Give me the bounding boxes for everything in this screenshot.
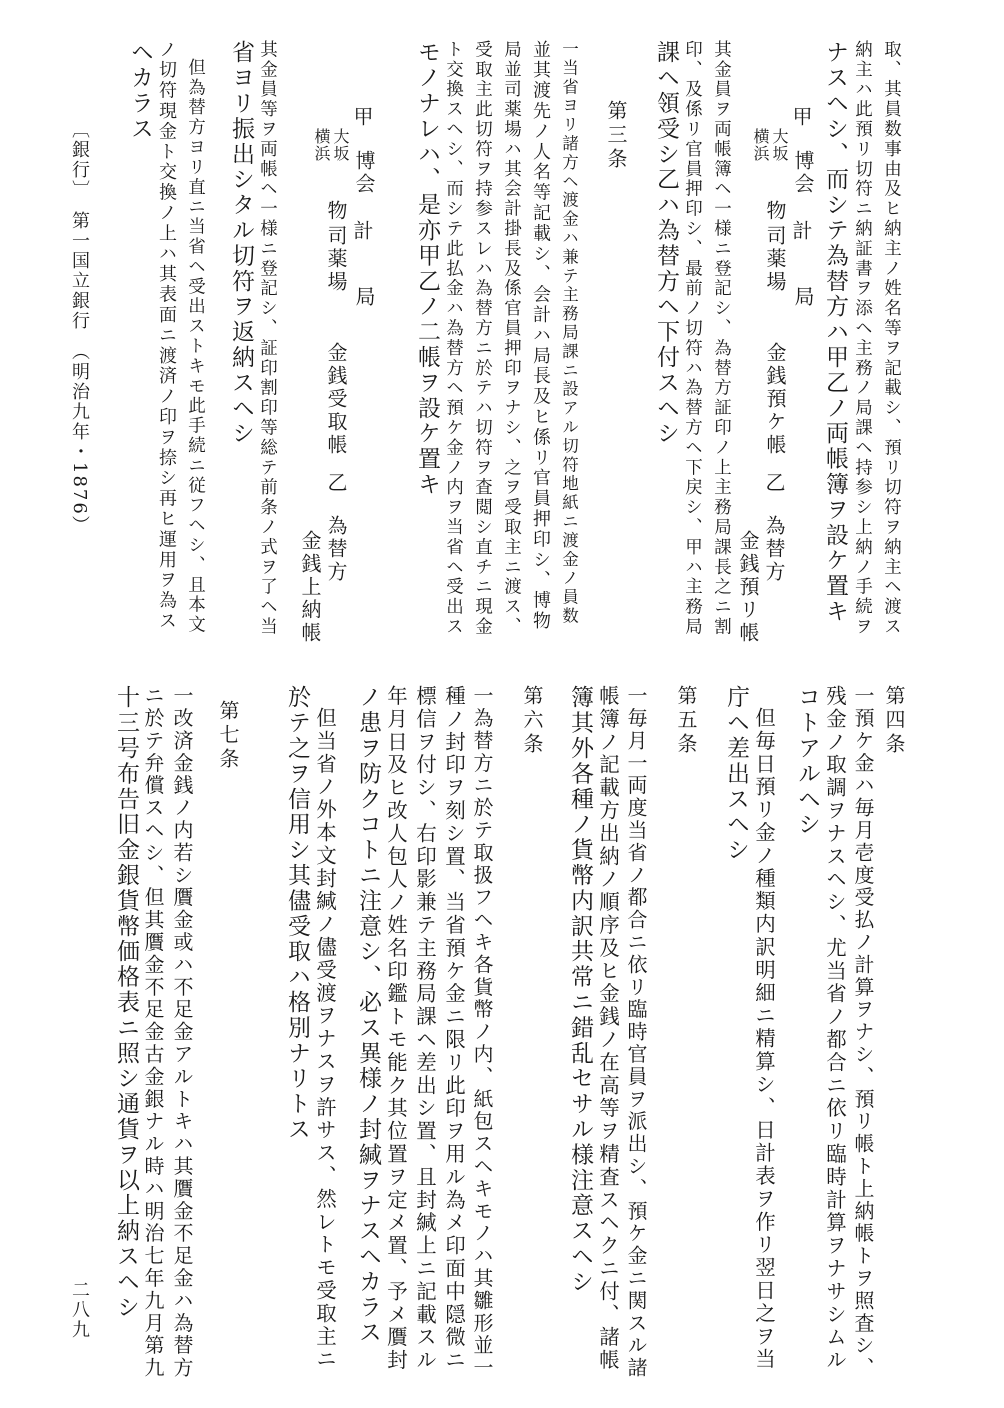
ledger-kou: 甲 [350, 106, 374, 129]
ledger-butsu: 物 [324, 200, 348, 223]
text-line: 庁ヘ差出スヘシ [723, 685, 749, 863]
article-heading-7: 第七条 [216, 700, 240, 772]
text-line: 受取主此切符ヲ持参スレハ為替方ニ於テハ切符ヲ査閲シ直チニ現金 [472, 40, 493, 637]
ledger-branch: 横浜 [751, 128, 770, 162]
ledger-otsu-title: 金銭預リ帳 [736, 530, 760, 645]
ledger-branch: 大坂 [331, 128, 350, 162]
text-line: ニ於テ弁償スヘシ、但其贋金不足金古金銀ナル時ハ明治七年九月第九 [141, 685, 165, 1380]
ledger-butsu: 物 [763, 200, 787, 223]
text-line: 一当省ヨリ諸方ヘ渡金ハ兼テ主務局課ニ設アル切符地紙ニ渡金ノ員数 [559, 40, 579, 626]
text-line: 於テ之ヲ信用シ其儘受取ハ格別ナリトス [284, 685, 310, 1143]
ledger-otsu: 乙 [762, 472, 786, 495]
ledger-kei: 計 [789, 220, 813, 243]
text-line: 其金員等ヲ両帳ヘ一様ニ登記シ、証印割印等総テ前条ノ式ヲ了ヘ当 [257, 40, 278, 637]
ledger-hakurankai: 博会 [352, 150, 376, 196]
ledger-title: 金銭受取帳 [324, 342, 348, 457]
ledger-kou: 甲 [789, 106, 813, 129]
text-line: 一毎月一両度当省ノ都合ニ依リ臨時官員ヲ派出シ、預ケ金ニ関スル諸 [624, 685, 648, 1380]
ledger-kyoku: 局 [352, 286, 376, 309]
text-line: 印、及係リ官員押印シ、最前ノ切符ハ為替方ヘ下戻シ、甲ハ主務局 [682, 40, 703, 637]
ledger-branches [752, 128, 787, 162]
text-line: 年月日及ヒ改人包人ノ姓名印鑑トモ能ク其位置ヲ定メ置、予メ贋封 [383, 685, 408, 1372]
ledger-title: 金銭預ケ帳 [763, 342, 787, 457]
text-line: ナスヘシ、而シテ為替方ハ甲乙ノ両帳簿ヲ設ケ置キ [822, 40, 848, 625]
ledger-kyoku: 局 [791, 286, 815, 309]
article-heading-5: 第五条 [674, 685, 698, 757]
text-line: 十三号布告旧金銀貨幣価格表ニ照シ通貨ヲ以上納スヘシ [113, 685, 139, 1320]
ledger-kei: 計 [350, 220, 374, 243]
ledger-otsu: 乙 [324, 472, 348, 495]
text-line: 課ヘ領受シ乙ハ為替方ヘ下付スヘシ [653, 40, 679, 447]
ledger-otsu-name: 為替方 [762, 515, 786, 584]
text-line: モノナレハ、是亦甲乙ノ二帳ヲ設ケ置キ [414, 40, 440, 498]
text-line: 帳簿ノ記載方出納ノ順序及ヒ金銭ノ在高等ヲ精査スヘクニ付、諸帳 [595, 685, 620, 1372]
text-line: 簿其外各種ノ貨幣内訳共常ニ錯乱セサル様注意スヘシ [567, 685, 593, 1295]
text-line: ノ切符現金ト交換ノ上ハ其表面ニ渡済ノ印ヲ捺シ再ヒ運用ヲ為ス [156, 40, 177, 632]
article-heading-3: 第三条 [604, 100, 628, 172]
text-line: 局並司薬場ハ其会計掛長及係官員押印ヲナシ、之ヲ受取主ニ渡ス、 [501, 40, 522, 637]
text-line: 並其渡先ノ人名等記載シ、会計ハ局長及ヒ係リ官員押印シ、博物 [530, 40, 551, 632]
text-line: 其金員ヲ両帳簿ヘ一様ニ登記シ、為替方証印ノ上主務局課長之ニ割 [711, 40, 732, 637]
text-line: 標信ヲ付シ、右印影兼テ主務局課ヘ差出シ置、且封緘上ニ記載スル [412, 685, 437, 1372]
ledger-shiyakujo: 司薬場 [763, 225, 787, 294]
text-line: ノ患ヲ防クコトニ注意シ、必ス異様ノ封緘ヲナスヘカラス [355, 685, 381, 1346]
text-line: ヘカラス [127, 40, 153, 142]
text-line: 納主ハ此預リ切符ニ納証書ヲ添ヘ主務ノ局課ヘ持参シ上納ノ手続ヲ [852, 40, 873, 637]
ledger-branch: 横浜 [312, 128, 331, 162]
text-line: 一為替方ニ於テ取扱フヘキ各貨幣ノ内、紙包スヘキモノハ其雛形並一 [470, 685, 494, 1380]
text-line: 但毎日預リ金ノ種類内訳明細ニ精算シ、日計表ヲ作リ翌日之ヲ当 [751, 706, 776, 1371]
ledger-branches [313, 128, 348, 162]
text-line: 但為替方ヨリ直ニ当省ヘ受出ストキモ此手続ニ従フヘシ、且本文 [185, 58, 206, 636]
page-number: 二八九 [69, 1280, 90, 1340]
text-line: 取、其員数事由及ヒ納主ノ姓名等ヲ記載シ、預リ切符ヲ納主ヘ渡ス [881, 40, 902, 637]
text-line: 一預ケ金ハ毎月壱度受払ノ計算ヲナシ、預リ帳ト上納帳トヲ照査シ、 [851, 685, 875, 1380]
text-line: 一改済金銭ノ内若シ贋金或ハ不足金アルトキハ其贋金不足金ハ為替方 [170, 685, 194, 1380]
text-line: コトアルヘシ [794, 685, 820, 838]
text-line: 但当省ノ外本文封緘ノ儘受渡ヲナスヲ許サス、然レトモ受取主ニ [312, 706, 337, 1371]
article-heading-4: 第四条 [882, 685, 906, 757]
ledger-branch: 大坂 [770, 128, 789, 162]
text-line: 種ノ封印ヲ刻シ置、当省預ケ金ニ限リ此印ヲ用ル為メ印面中隠微ニ [441, 685, 466, 1372]
ledger-hakurankai: 博会 [791, 150, 815, 196]
text-line: 残金ノ取調ヲナスヘシ、尤当省ノ都合ニ依リ臨時計算ヲナサシムル [822, 685, 847, 1372]
ledger-shiyakujo: 司薬場 [324, 225, 348, 294]
ledger-otsu-title: 金銭上納帳 [298, 530, 322, 645]
text-line: 省ヨリ振出シタル切符ヲ返納スヘシ [228, 40, 254, 447]
article-heading-6: 第六条 [520, 685, 544, 757]
ledger-otsu-name: 為替方 [324, 515, 348, 584]
text-line: ト交換スヘシ、而シテ此払金ハ為替方ヘ預ケ金ノ内ヲ当省ヘ受出ス [443, 40, 464, 637]
running-footer: 〔銀行〕 第一国立銀行 （明治九年・1876） [69, 120, 90, 536]
